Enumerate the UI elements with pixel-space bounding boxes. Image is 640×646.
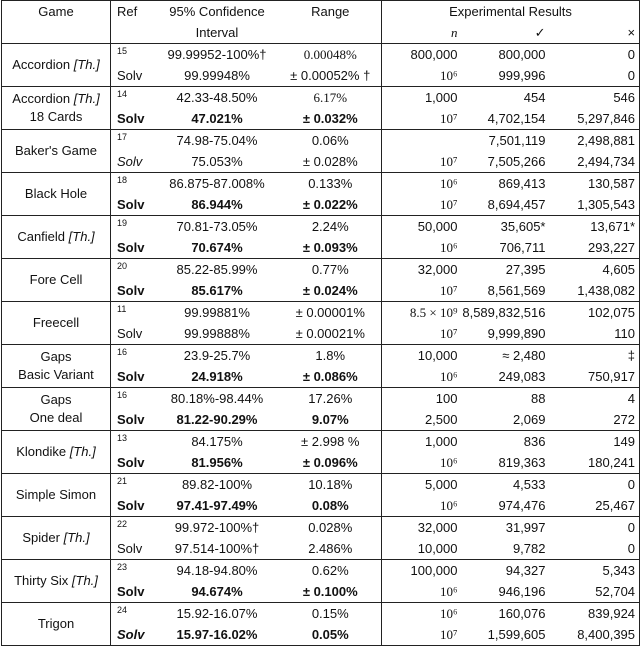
game-name: Baker's Game	[15, 143, 97, 158]
wins-count: 4,533	[512, 477, 546, 492]
ref-number	[111, 302, 155, 324]
ref-number: 20	[117, 261, 128, 271]
solver-label: Solv	[111, 237, 155, 259]
sample-size: 10⁶	[382, 581, 462, 603]
ref-number	[111, 388, 155, 410]
game-name-cell	[2, 130, 111, 173]
range-value: 0.05%	[280, 624, 382, 646]
header-n: n	[382, 22, 462, 44]
range-value: 17.26%	[280, 388, 382, 410]
wins-count: 1,599,605	[462, 624, 550, 646]
solver-label: Solv	[111, 65, 155, 87]
confidence-interval: 80.18%-98.44%	[170, 391, 264, 406]
wins-count: 8,561,569	[462, 280, 550, 302]
game-name: Klondike	[16, 444, 67, 459]
solver-label: Solv	[111, 581, 155, 603]
range-value: 10.18%	[280, 474, 382, 496]
range-value: ± 0.032%	[280, 108, 382, 130]
sample-size: 10,000	[417, 348, 458, 363]
confidence-interval: 85.617%	[155, 280, 280, 302]
losses-count: 5,343	[550, 560, 640, 582]
wins-count: 946,196	[462, 581, 550, 603]
losses-count: 750,917	[550, 366, 640, 388]
table-row	[2, 302, 640, 324]
game-name-cell	[2, 388, 111, 431]
losses-count: 130,587	[550, 173, 640, 195]
ref-number: 21	[117, 476, 128, 486]
wins-count: 8,589,832,516	[462, 305, 546, 320]
confidence-interval: 89.82-100%	[181, 477, 253, 492]
header-ci-line1: 95% Confidence	[155, 1, 280, 23]
header-losses: ×	[550, 22, 640, 44]
confidence-interval: 86.944%	[155, 194, 280, 216]
losses-count: 0	[550, 65, 640, 87]
header-range: Range	[280, 1, 382, 23]
sample-size: 100	[435, 391, 458, 406]
losses-count: 102,075	[550, 302, 640, 324]
confidence-interval: 47.021%	[155, 108, 280, 130]
losses-count: 0	[550, 538, 640, 560]
confidence-interval: 86.875-87.008%	[169, 176, 265, 191]
theory-tag: [Th.]	[73, 57, 100, 72]
confidence-interval: 42.33-48.50%	[176, 90, 258, 105]
losses-count: 1,438,082	[550, 280, 640, 302]
confidence-interval: 15.97-16.02%	[155, 624, 280, 646]
table-row	[2, 431, 640, 453]
range-value: ± 0.022%	[280, 194, 382, 216]
confidence-interval: 70.674%	[155, 237, 280, 259]
sample-size: 800,000	[410, 47, 458, 62]
range-value: 0.06%	[280, 130, 382, 152]
solver-label: Solv	[111, 151, 155, 173]
range-value: 9.07%	[280, 409, 382, 431]
wins-count: 7,505,266	[462, 151, 550, 173]
wins-count: 27,395	[505, 262, 546, 277]
table-row	[2, 130, 640, 152]
ref-number: 24	[117, 605, 128, 615]
range-value: ± 0.100%	[280, 581, 382, 603]
ref-number	[111, 87, 155, 109]
confidence-interval: 94.674%	[155, 581, 280, 603]
theory-tag: [Th.]	[68, 229, 95, 244]
table-row	[2, 87, 640, 109]
ref-number	[111, 130, 155, 152]
range-value: 0.08%	[280, 495, 382, 517]
ref-number	[111, 259, 155, 281]
sample-size: 10⁷	[382, 151, 462, 173]
game-name-cell	[2, 173, 111, 216]
losses-count: 293,227	[550, 237, 640, 259]
sample-size: 2,500	[382, 409, 462, 431]
ref-number	[111, 173, 155, 195]
ref-number: 16	[117, 390, 128, 400]
wins-count: 2,069	[462, 409, 550, 431]
wins-count: 31,997	[505, 520, 546, 535]
range-value: ± 0.00021%	[280, 323, 382, 345]
results-body	[2, 44, 640, 646]
losses-count: 149	[550, 431, 640, 453]
wins-count: 999,996	[462, 65, 550, 87]
solver-label: Solv	[111, 323, 155, 345]
ref-number	[111, 517, 155, 539]
sample-size: 10⁶	[382, 452, 462, 474]
game-name: Black Hole	[24, 186, 88, 201]
losses-count: 180,241	[550, 452, 640, 474]
sample-size: 5,000	[424, 477, 458, 492]
sample-size: 1,000	[424, 90, 458, 105]
header-wins: ✓	[462, 22, 550, 44]
confidence-interval: 81.22-90.29%	[155, 409, 280, 431]
wins-count: 9,999,890	[462, 323, 550, 345]
game-name-cell	[2, 431, 111, 474]
sample-size: 10⁶	[382, 366, 462, 388]
table-row	[2, 388, 640, 410]
solver-label: Solv	[111, 409, 155, 431]
game-name: Accordion	[12, 57, 71, 72]
game-name-cell	[2, 603, 111, 646]
confidence-interval: 99.99948%	[155, 65, 280, 87]
ref-number: 11	[117, 304, 127, 314]
range-value: 0.028%	[280, 517, 382, 539]
confidence-interval: 81.956%	[155, 452, 280, 474]
game-name-cell	[2, 87, 111, 130]
game-name: Simple Simon	[15, 487, 97, 502]
confidence-interval: 99.99888%	[155, 323, 280, 345]
game-name: Gaps	[40, 349, 72, 364]
sample-size: 32,000	[417, 520, 458, 535]
range-value: 6.17%	[280, 87, 382, 109]
confidence-interval: 99.99952-100%†	[167, 47, 267, 62]
game-subname: One deal	[29, 410, 83, 425]
game-subname: Basic Variant	[18, 367, 94, 382]
range-value: 0.133%	[280, 173, 382, 195]
losses-count: 272	[550, 409, 640, 431]
confidence-interval: 23.9-25.7%	[183, 348, 251, 363]
table-row	[2, 345, 640, 367]
losses-count: 0	[550, 474, 640, 496]
losses-count: 546	[550, 87, 640, 109]
ref-number: 13	[117, 433, 128, 443]
ref-number	[111, 216, 155, 238]
confidence-interval: 97.514-100%†	[155, 538, 280, 560]
wins-count: 974,476	[462, 495, 550, 517]
range-value: 1.8%	[280, 345, 382, 367]
wins-count: 819,363	[462, 452, 550, 474]
confidence-interval: 74.98-75.04%	[176, 133, 258, 148]
range-value: ± 0.086%	[280, 366, 382, 388]
range-value: 2.24%	[280, 216, 382, 238]
sample-size: 10⁶	[439, 176, 458, 191]
ref-number	[111, 474, 155, 496]
confidence-interval: 15.92-16.07%	[176, 606, 258, 621]
losses-count: 52,704	[550, 581, 640, 603]
wins-count: 35,605*	[500, 219, 546, 234]
solver-label: Solv	[111, 366, 155, 388]
losses-count: ‡	[550, 345, 640, 367]
game-name: Thirty Six	[14, 573, 69, 588]
losses-count: 0	[550, 517, 640, 539]
game-name-cell	[2, 560, 111, 603]
losses-count: 839,924	[550, 603, 640, 625]
range-value: 2.486%	[280, 538, 382, 560]
range-value: ± 2.998 %	[280, 431, 382, 453]
sample-size: 10⁶	[382, 65, 462, 87]
sample-size: 8.5 × 10⁹	[409, 305, 458, 320]
game-subname: 18 Cards	[29, 109, 83, 124]
theory-tag: [Th.]	[71, 573, 98, 588]
table-row	[2, 560, 640, 582]
losses-count: 4,605	[550, 259, 640, 281]
game-name: Canfield	[17, 229, 66, 244]
wins-count: 160,076	[498, 606, 546, 621]
losses-count: 8,400,395	[550, 624, 640, 646]
ref-number: 16	[117, 347, 128, 357]
table-row	[2, 44, 640, 66]
losses-count: 2,494,734	[550, 151, 640, 173]
game-name-cell	[2, 517, 111, 560]
game-name-cell	[2, 302, 111, 345]
range-value: 0.62%	[280, 560, 382, 582]
range-value: ± 0.028%	[280, 151, 382, 173]
sample-size: 10⁷	[382, 194, 462, 216]
range-value: ± 0.093%	[280, 237, 382, 259]
confidence-interval: 99.99881%	[184, 305, 250, 320]
ref-number	[111, 560, 155, 582]
sample-size: 32,000	[417, 262, 458, 277]
sample-size: 10⁶	[382, 495, 462, 517]
game-name: Accordion [Th.]	[12, 91, 100, 106]
sample-size: 10⁶	[382, 237, 462, 259]
solver-label: Solv	[111, 624, 155, 646]
sample-size: 100,000	[410, 563, 458, 578]
range-value: 0.15%	[280, 603, 382, 625]
sample-size: 10⁷	[382, 108, 462, 130]
ref-number: 18	[117, 175, 128, 185]
wins-count: 454	[523, 90, 546, 105]
range-value: 0.00048%	[280, 44, 382, 66]
ref-number: 15	[117, 46, 128, 56]
game-name: Spider	[22, 530, 60, 545]
confidence-interval: 75.053%	[155, 151, 280, 173]
confidence-interval: 84.175%	[191, 434, 243, 449]
ref-number: 14	[117, 89, 128, 99]
wins-count: 94,327	[505, 563, 546, 578]
confidence-interval: 97.41-97.49%	[155, 495, 280, 517]
range-value: 0.77%	[280, 259, 382, 281]
wins-count: 249,083	[462, 366, 550, 388]
losses-count: 0	[550, 44, 640, 66]
header-experimental: Experimental Results	[382, 1, 640, 23]
header-ref: Ref	[111, 1, 155, 23]
sample-size: 10,000	[382, 538, 462, 560]
theory-tag: [Th.]	[63, 530, 90, 545]
table-row	[2, 216, 640, 238]
wins-count: 88	[531, 391, 546, 406]
range-value: ± 0.096%	[280, 452, 382, 474]
ref-number	[111, 603, 155, 625]
ref-number: 23	[117, 562, 128, 572]
game-name-cell	[2, 474, 111, 517]
range-value: ± 0.024%	[280, 280, 382, 302]
table-row	[2, 173, 640, 195]
solver-label: Solv	[111, 452, 155, 474]
sample-size: 50,000	[417, 219, 458, 234]
range-value: ± 0.00052% †	[280, 65, 382, 87]
losses-count: 4	[550, 388, 640, 410]
confidence-interval: 70.81-73.05%	[176, 219, 258, 234]
wins-count: 869,413	[498, 176, 546, 191]
ref-number: 22	[117, 519, 128, 529]
sample-size: 1,000	[424, 434, 458, 449]
losses-count: 1,305,543	[550, 194, 640, 216]
game-name: Fore Cell	[29, 272, 83, 287]
wins-count: 800,000	[498, 47, 546, 62]
losses-count: 110	[550, 323, 640, 345]
ref-number	[111, 431, 155, 453]
solver-label: Solv	[111, 538, 155, 560]
table-row	[2, 259, 640, 281]
wins-count: 4,702,154	[462, 108, 550, 130]
table-row	[2, 474, 640, 496]
table-row	[2, 517, 640, 539]
game-name-cell	[2, 216, 111, 259]
game-name: Freecell	[32, 315, 80, 330]
losses-count: 25,467	[550, 495, 640, 517]
solver-label: Solv	[111, 108, 155, 130]
losses-count: 5,297,846	[550, 108, 640, 130]
confidence-interval: 94.18-94.80%	[176, 563, 258, 578]
losses-count: 2,498,881	[550, 130, 640, 152]
ref-number	[111, 345, 155, 367]
confidence-interval: 85.22-85.99%	[176, 262, 258, 277]
solver-label: Solv	[111, 495, 155, 517]
wins-count: 9,782	[462, 538, 550, 560]
game-name-cell	[2, 44, 111, 87]
ref-number	[111, 44, 155, 66]
sample-size: 10⁷	[382, 624, 462, 646]
range-value: ± 0.00001%	[280, 302, 382, 324]
header-ci-line2: Interval	[155, 22, 280, 44]
confidence-interval: 99.972-100%†	[174, 520, 260, 535]
theory-tag: [Th.]	[69, 444, 96, 459]
solver-label: Solv	[111, 280, 155, 302]
game-name: Trigon	[37, 616, 75, 631]
losses-count: 13,671*	[550, 216, 640, 238]
results-table	[1, 0, 640, 646]
ref-number: 17	[117, 132, 128, 142]
confidence-interval: 24.918%	[155, 366, 280, 388]
table-row	[2, 603, 640, 625]
wins-count: 836	[523, 434, 546, 449]
sample-size	[382, 130, 462, 152]
game-name-cell	[2, 345, 111, 388]
sample-size: 10⁶	[439, 606, 458, 621]
wins-count: 8,694,457	[462, 194, 550, 216]
wins-count: 706,711	[462, 237, 550, 259]
ref-number: 19	[117, 218, 128, 228]
wins-count: ≈ 2,480	[502, 348, 546, 363]
header-game-blank	[2, 22, 111, 44]
wins-count: 7,501,119	[488, 133, 546, 148]
header-game: Game	[2, 1, 111, 23]
game-name-cell	[2, 259, 111, 302]
sample-size: 10⁷	[382, 323, 462, 345]
sample-size: 10⁷	[382, 280, 462, 302]
game-name: Gaps	[40, 392, 72, 407]
solver-label: Solv	[111, 194, 155, 216]
